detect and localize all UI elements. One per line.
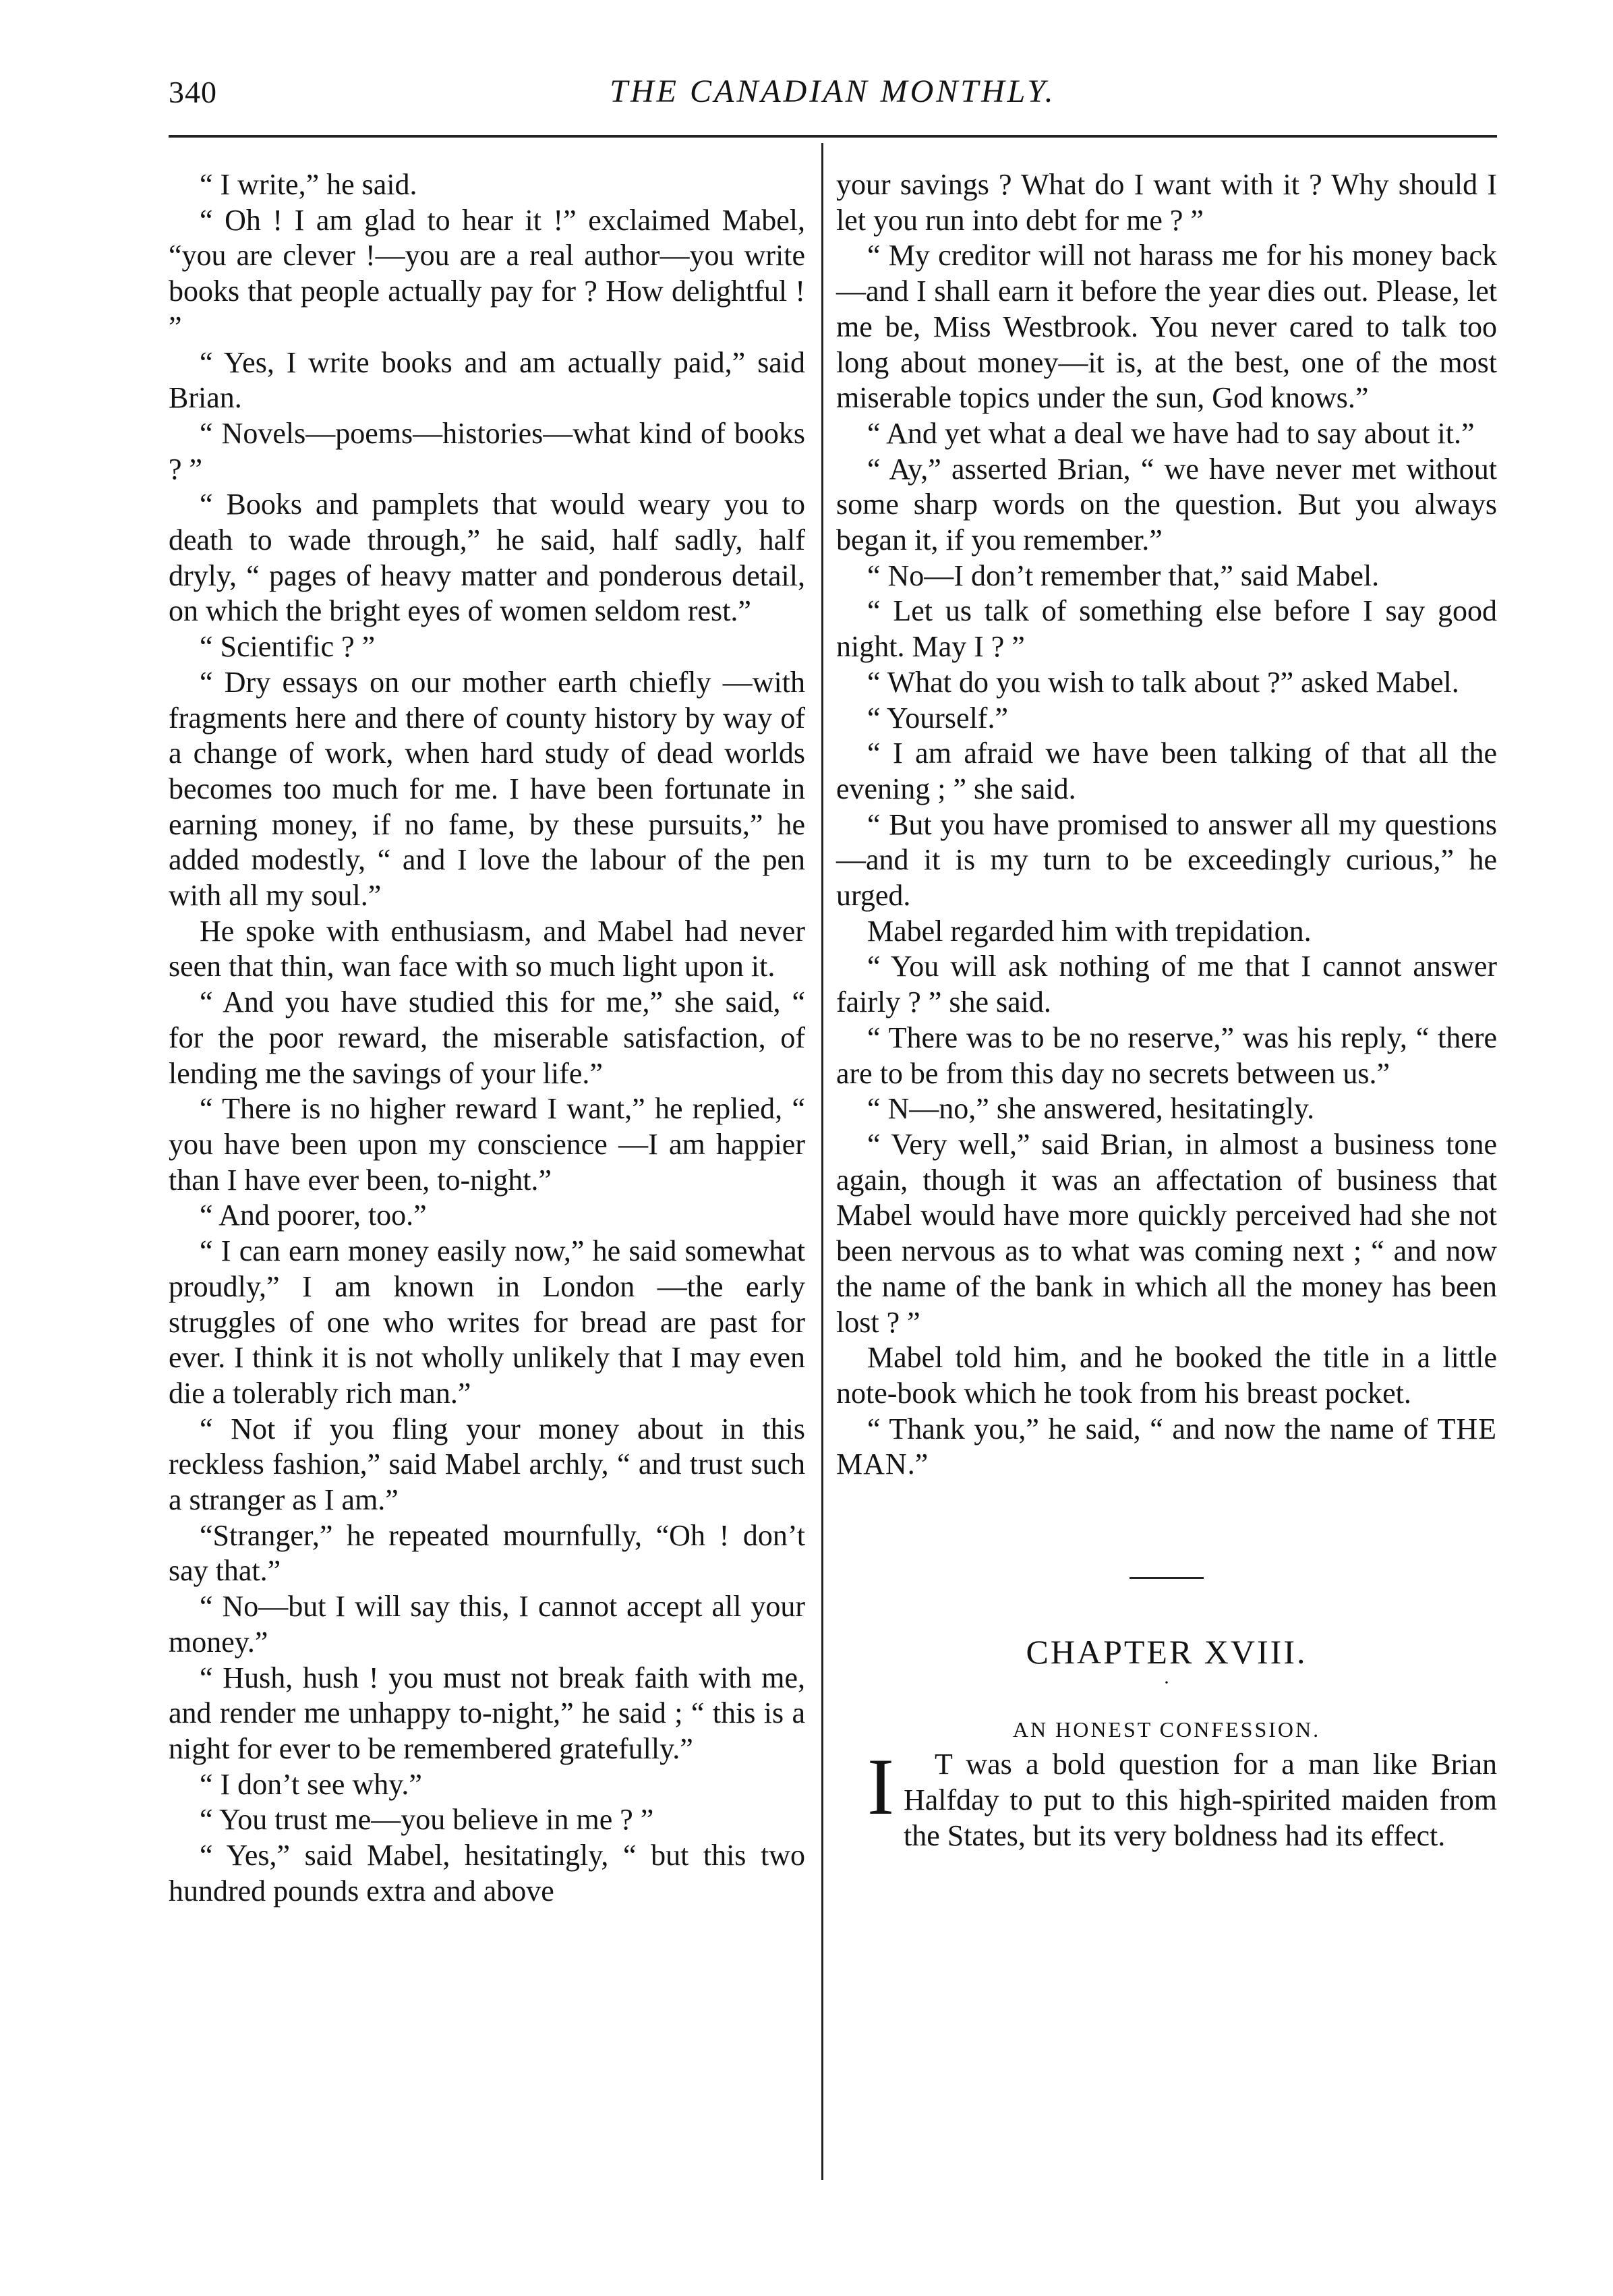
paragraph: “ I can earn money easily now,” he said somewhat proudly,” I am known in London —the early struggles of one who writes for bread are past for ever. I think it is not wholly unlikely that I may even die a tolerably rich man.” <box>169 1234 805 1410</box>
paragraph: “ Novels—poems—histories—what kind of books ? ” <box>169 416 805 486</box>
paragraph: “ Ay,” asserted Brian, “ we have never met without some sharp words on the question. But you always began it, if you remember.” <box>836 452 1497 557</box>
paragraph: “ Yes,” said Mabel, hesitatingly, “ but this two hundred pounds extra and above <box>169 1839 805 1907</box>
paragraph: “ I write,” he said. <box>200 168 417 201</box>
chapter-title: CHAPTER XVIII. <box>1026 1633 1308 1671</box>
page-header <box>169 67 1497 128</box>
paragraph: “ N—no,” she answered, hesitatingly. <box>867 1092 1315 1126</box>
paragraph-last <box>836 1412 1497 1483</box>
paragraph: “ My creditor will not harass me for his money back—and I shall earn it before the year dies out. Please, let me be, Miss Westbrook. You never cared to talk too long about money—it is, at the best, one of the most miserable topics under the sun, God knows.” <box>836 239 1497 415</box>
paragraph: “Stranger,” he repeated mournfully, “Oh ! don’t say that.” <box>169 1518 805 1588</box>
page-number: 340 <box>169 75 217 109</box>
paragraph: “ And poorer, too.” <box>200 1199 427 1232</box>
column-divider <box>821 143 823 2180</box>
paragraph-continued: your savings ? What do I want with it ? Why should I let you run into debt for me ? ” <box>836 168 1497 237</box>
paragraph: “ Dry essays on our mother earth chiefly —with fragments here and there of county history by way of a change of work, when hard study of dead worlds becomes too much for me. I have been fortunate in earning money, if no fame, by these pursuits,” he added modestly, “ and I love the labour of the pen with all my soul.” <box>169 665 805 913</box>
section-divider <box>1130 1577 1204 1579</box>
paragraph: “ But you have promised to answer all my questions—and it is my turn to be exceedingly curious,” he urged. <box>836 807 1497 913</box>
header-rule <box>169 135 1497 138</box>
right-column <box>836 167 1497 1854</box>
paragraph: “ I don’t see why.” <box>200 1767 422 1801</box>
text-run: “ Thank you,” he said, “ and now the name of <box>867 1412 1438 1445</box>
text-run: .” <box>907 1447 929 1481</box>
paragraph: “ Scientific ? ” <box>200 630 376 664</box>
paragraph: “ Not if you fling your money about in this reckless fashion,” said Mabel archly, “ and trust such a stranger as I am.” <box>169 1412 805 1517</box>
paragraph: “ I am afraid we have been talking of that all the evening ; ” she said. <box>836 737 1497 805</box>
paragraph: “ No—I don’t remember that,” said Mabel. <box>867 558 1380 592</box>
paragraph: “ No—but I will say this, I cannot accept all your money.” <box>169 1590 805 1659</box>
paragraph: “ And yet what a deal we have had to say about it.” <box>867 416 1475 450</box>
chapter-first-paragraph <box>836 1742 1497 1854</box>
running-title: THE CANADIAN MONTHLY. <box>610 74 1056 109</box>
paragraph: “ Oh ! I am glad to hear it !” exclaimed Mabel, “you are clever !—you are a real author—you write books that people actually pay for ? How delightful ! ” <box>169 203 805 343</box>
paragraph: “ Books and pamplets that would weary you to death to wade through,” he said, half sadly, half dryly, “ pages of heavy matter and ponderous detail, on which the bright eyes of women seldom rest.” <box>169 488 805 628</box>
left-column <box>169 167 805 1909</box>
paragraph: “ Yourself.” <box>867 701 1008 735</box>
paragraph: “ Hush, hush ! you must not break faith with me, and render me unhappy to-night,” he said ; “ this is a night for ever to be remembered gratefully.” <box>169 1661 805 1765</box>
paragraph: Mabel told him, and he booked the title in a little note-book which he took from his breast pocket. <box>836 1341 1497 1410</box>
paragraph: “ You will ask nothing of me that I cannot answer fairly ? ” she said. <box>836 950 1497 1019</box>
paragraph: “ There was to be no reserve,” was his reply, “ there are to be from this day no secrets between us.” <box>836 1021 1497 1090</box>
paragraph: “ There is no higher reward I want,” he replied, “ you have been upon my conscience —I am happier than I have ever been, to-night.” <box>169 1092 805 1197</box>
chapter-subtitle: AN HONEST CONFESSION. <box>1012 1717 1321 1742</box>
paragraph: “ And you have studied this for me,” she said, “ for the poor reward, the miserable satisfaction, of lending me the savings of your life.” <box>169 985 805 1090</box>
paragraph-text: T was a bold question for a man like Brian Halfday to put to this high-spirited maiden from the States, but its very boldness had its effect. <box>903 1748 1497 1852</box>
paragraph: He spoke with enthusiasm, and Mabel had never seen that thin, wan face with so much light upon it. <box>169 914 805 983</box>
paragraph: “ Very well,” said Brian, in almost a business tone again, though it was an affectation of business that Mabel would have more quickly perceived had she not been nervous as to what was coming next ; “ and now the name of the bank in which all the money has been lost ? ” <box>836 1127 1497 1339</box>
paragraph: “ Yes, I write books and am actually paid,” said Brian. <box>169 345 805 415</box>
ornament-dot: · <box>1163 1671 1170 1694</box>
paragraph: “ You trust me—you believe in me ? ” <box>200 1803 654 1837</box>
small-caps-text: THE MAN <box>836 1412 1497 1481</box>
paragraph: Mabel regarded him with trepidation. <box>867 914 1312 948</box>
drop-cap: I <box>867 1742 894 1832</box>
paragraph: “ What do you wish to talk about ?” asked Mabel. <box>867 665 1459 699</box>
paragraph: “ Let us talk of something else before I say good night. May I ? ” <box>836 594 1497 664</box>
